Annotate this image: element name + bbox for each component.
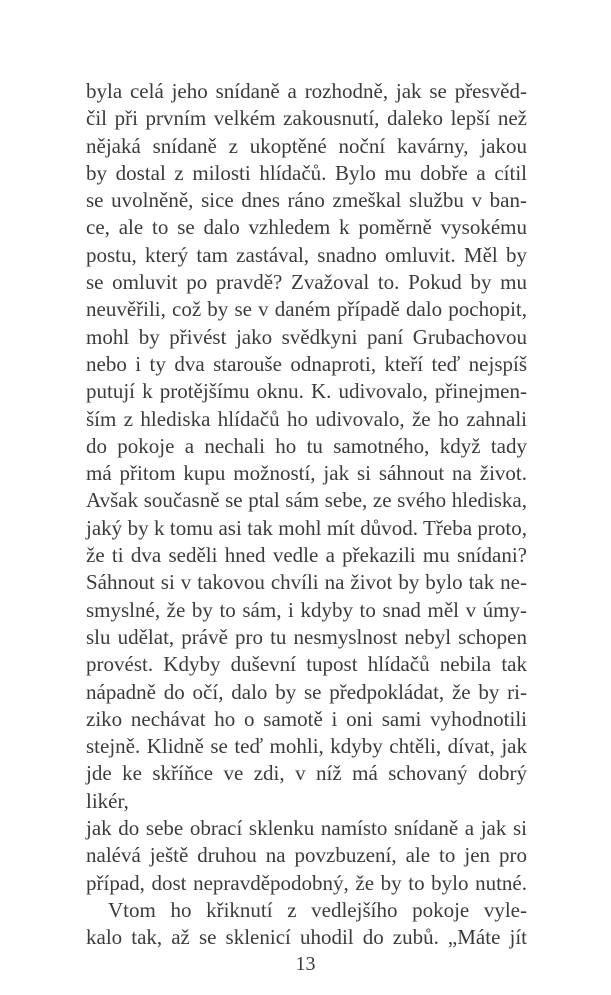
page-text [86,78,527,952]
text-line: jak do sebe obrací sklenku namísto snídaně a jak si [86,816,527,841]
text-line: stejně. Klidně se teď mohli, kdyby chtěli, dívat, jak [86,734,527,759]
text-line: nalévá ještě druhou na povzbuzení, ale to jen pro [86,843,527,868]
text-line: jaký by k tomu asi tak mohl mít důvod. Třeba proto, [86,515,527,540]
page-number: 13 [295,953,316,975]
text-line: případ, dost nepravděpodobný, že by to bylo nutné. [86,870,527,895]
text-line: ziko nechávat ho o samotě i oni sami vyhodnotili [86,706,527,731]
text-line: nějaká snídaně z ukoptěné noční kavárny, jakou [86,133,527,158]
text-line: Sáhnout si v takovou chvíli na život by bylo tak ne- [86,570,527,595]
text-line-paragraph-start: Vtom ho křiknutí z vedlejšího pokoje vyle- [108,897,527,922]
text-line: smyslné, že by to sám, i kdyby to snad měl v úmy- [86,597,527,622]
text-line: čil při prvním velkém zakousnutí, daleko lepší než [86,106,527,131]
text-line: ce, ale to se dalo vzhledem k poměrně vysokému [86,215,527,240]
text-line: putují k protějšímu oknu. K. udivovalo, přinejmen- [86,379,527,404]
text-line: má přitom kupu možností, jak si sáhnout na život. [86,461,527,486]
text-line: se uvolněně, sice dnes ráno zmeškal službu v ban- [86,188,527,213]
text-line: nápadně do očí, dalo by se předpokládat, že by ri- [86,679,527,704]
text-line: nebo i ty dva starouše odnaproti, kteří teď nejspíš [86,351,527,376]
text-line: ším z hlediska hlídačů ho udivovalo, že ho zahnali [86,406,527,431]
text-line: provést. Kdyby duševní tupost hlídačů nebila tak [86,652,527,677]
text-line: Avšak současně se ptal sám sebe, ze svého hlediska, [86,488,527,513]
text-line: do pokoje a nechali ho tu samotného, když tady [86,433,527,458]
text-line: byla celá jeho snídaně a rozhodně, jak se přesvěd- [86,79,527,103]
text-line: kalo tak, až se sklenicí uhodil do zubů. „Máte jít [86,925,527,950]
text-line: mohl by přivést jako svědkyni paní Grubachovou [86,324,527,349]
text-line: postu, který tam zastával, snadno omluvit. Měl by [86,242,527,267]
text-line: jde ke skříňce ve zdi, v níž má schovaný dobrý likér, [86,761,527,813]
text-line: neuvěřili, což by se v daném případě dalo pochopit, [86,297,527,322]
text-line: by dostal z milosti hlídačů. Bylo mu dobře a cítil [86,160,527,185]
text-line: se omluvit po pravdě? Zvažoval to. Pokud by mu [86,270,527,295]
text-line: slu udělat, právě pro tu nesmyslnost nebyl schopen [86,624,527,649]
text-line: že ti dva seděli hned vedle a překazili mu snídani? [86,543,527,568]
